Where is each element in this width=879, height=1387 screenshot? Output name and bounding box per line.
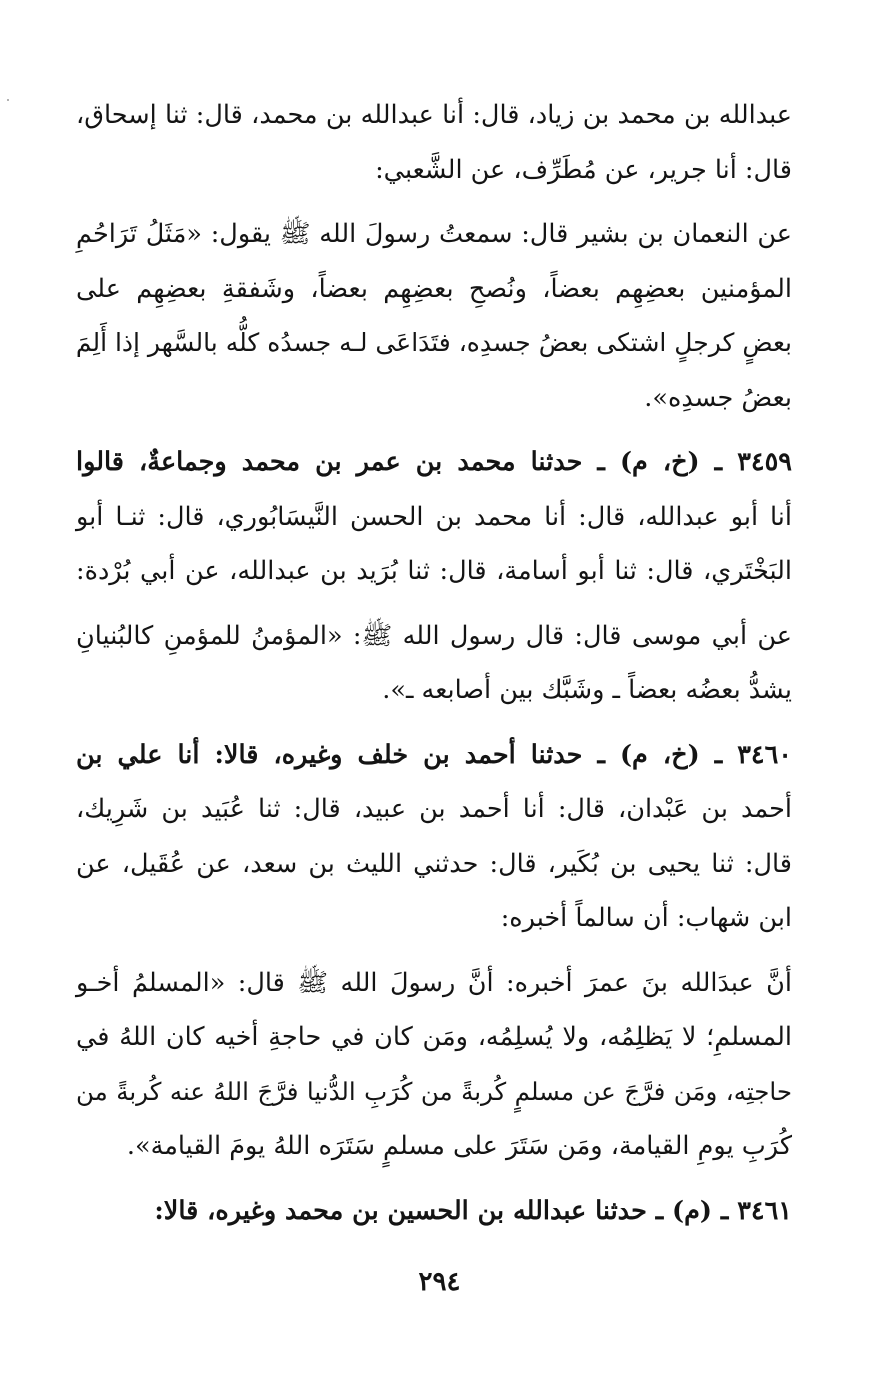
paragraph-hadith-3460-isnad [76, 728, 792, 946]
text-line: البَخْتَري، قال: ثنا أبو أسامة، قال: ثنا بُرَيد بن عبدالله، عن أبي بُرْدة: [76, 556, 792, 586]
paragraph-isnad-continuation [76, 88, 792, 197]
text-line: عبدالله بن محمد بن زياد، قال: أنا عبدالله بن محمد، قال: ثنا إسحاق، [76, 100, 792, 130]
text-line: قال: أنا جرير، عن مُطَرِّف، عن الشَّعبي: [375, 154, 792, 185]
text-line: حاجتِه، ومَن فرَّجَ عن مسلمٍ كُربةً من كُرَبِ الدُّنيا فرَّجَ اللهُ عنه كُربةً من [76, 1076, 792, 1106]
paragraph-matn [76, 207, 792, 425]
text-line: ٣٤٥٩ ـ (خ، م) ـ حدثنا محمد بن عمر بن محمد وجماعةٌ، قالوا [76, 447, 792, 477]
text-line: ٣٤٦١ ـ (م) ـ حدثنا عبدالله بن الحسين بن محمد وغيره، قالا: [154, 1195, 792, 1226]
text-line: المؤمنين بعضِهِم بعضاً، ونُصحِ بعضِهِم بعضاً، وشَفقةِ بعضِهِم على [76, 273, 792, 304]
text-line: المسلمِ؛ لا يَظلِمُه، ولا يُسلِمُه، ومَن كان في حاجةِ أخيه كان اللهُ في [76, 1022, 792, 1052]
text-line: ٣٤٦٠ ـ (خ، م) ـ حدثنا أحمد بن خلف وغيره، قالا: أنا علي بن [76, 739, 792, 770]
text-line: عن النعمان بن بشير قال: سمعتُ رسولَ الله ﷺ يقول: «مَثَلُ تَرَاحُمِ [76, 219, 792, 249]
paragraph-hadith-3460-matn [76, 956, 792, 1174]
paragraph-hadith-3459-isnad [76, 435, 792, 599]
text-line: بعضٍ كرجلٍ اشتكى بعضُ جسدِه، فتَدَاعَى لـه جسدُه كلُّه بالسَّهر إذا أَلِمَ [75, 328, 792, 357]
page-number: ٢٩٤ [418, 1267, 461, 1297]
text-line: قال: ثنا يحيى بن بُكَير، قال: حدثني الليث بن سعد، عن عُقَيل، عن [76, 848, 792, 879]
text-line: أنا أبو عبدالله، قال: أنا محمد بن الحسن النَّيسَابُوري، قال: ثنـا أبو [76, 501, 792, 532]
page-body [76, 88, 792, 1248]
scan-speck [7, 99, 9, 101]
text-line: عن أبي موسى قال: قال رسول الله ﷺ: «المؤمنُ للمؤمنِ كالبُنيانِ [76, 620, 792, 651]
paragraph-hadith-3461-isnad [76, 1184, 792, 1239]
text-line: ابن شهاب: أن سالماً أخبره: [500, 903, 792, 933]
text-line: بعضُ جسدِه». [644, 382, 792, 413]
text-line: أحمد بن عَبْدان، قال: أنا أحمد بن عبيد، قال: ثنا عُبَيد بن شَرِيك، [76, 794, 792, 824]
paragraph-hadith-3459-matn [76, 609, 792, 718]
text-line: يشدُّ بعضُه بعضاً ـ وشَبَّك بين أصابعه ـ». [382, 675, 792, 705]
text-line: أنَّ عبدَالله بنَ عمرَ أخبره: أنَّ رسولَ الله ﷺ قال: «المسلمُ أخـو [76, 967, 792, 998]
text-line: كُرَبِ يومِ القيامة، ومَن سَتَرَ على مسلمٍ سَتَرَه اللهُ يومَ القيامة». [126, 1131, 792, 1161]
